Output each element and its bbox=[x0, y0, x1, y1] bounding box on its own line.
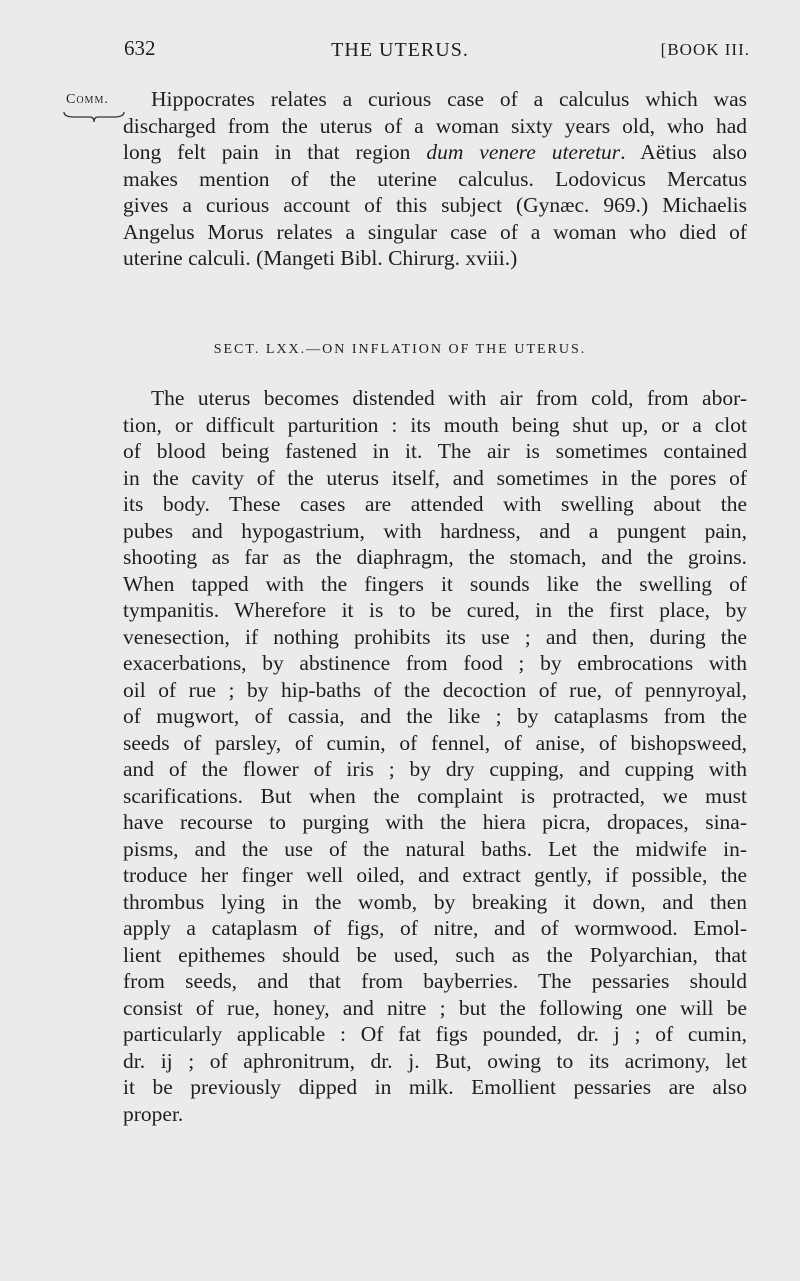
body-paragraph bbox=[123, 385, 747, 1127]
text-line: consist of rue, honey, and nitre ; but the following one will be bbox=[123, 995, 747, 1020]
text-line: exacerbations, by abstinence from food ; by embrocations with bbox=[123, 651, 747, 675]
text-line: seeds of parsley, of cumin, of fennel, of anise, of bishopsweed, bbox=[123, 730, 747, 755]
text-line: and of the flower of iris ; by dry cupping, and cupping with bbox=[123, 757, 747, 781]
section-heading: SECT. LXX.—ON INFLATION OF THE UTERUS. bbox=[213, 342, 587, 357]
book-reference-bracket: [ bbox=[660, 40, 668, 59]
text-line: of mugwort, of cassia, and the like ; by cataplasms from the bbox=[123, 704, 747, 728]
italic-latin-phrase: dum venere uteretur bbox=[426, 140, 621, 164]
marginal-note-commentary: Comm. bbox=[66, 92, 109, 107]
text-line: tion, or difficult parturition : its mouth being shut up, or a clot bbox=[123, 412, 747, 437]
text-line: scarifications. But when the complaint is protracted, we must bbox=[123, 783, 747, 808]
text-line: from seeds, and that from bayberries. The pessaries should bbox=[123, 969, 747, 993]
text-line: its body. These cases are attended with swelling about the bbox=[123, 492, 747, 516]
text-segment: . Aëtius also bbox=[620, 140, 747, 164]
text-line: thrombus lying in the womb, by breaking it down, and then bbox=[123, 889, 747, 914]
text-line: troduce her finger well oiled, and extract gently, if possible, the bbox=[123, 863, 747, 887]
book-reference bbox=[661, 40, 750, 60]
running-title: THE UTERUS. bbox=[331, 39, 469, 61]
text-line: makes mention of the uterine calculus. Lodovicus Mercatus bbox=[123, 166, 747, 191]
text-line: gives a curious account of this subject (Gynæc. 969.) Michaelis bbox=[123, 193, 747, 217]
text-line: Angelus Morus relates a singular case of a woman who died of bbox=[123, 219, 747, 244]
page-number: 632 bbox=[124, 36, 156, 60]
text-line: When tapped with the fingers it sounds like the swelling of bbox=[123, 571, 747, 596]
commentary-paragraph bbox=[123, 86, 747, 272]
text-line: discharged from the uterus of a woman sixty years old, who had bbox=[123, 113, 747, 138]
text-line: proper. bbox=[123, 1101, 184, 1126]
text-line: lient epithemes should be used, such as the Polyarchian, that bbox=[123, 942, 747, 967]
text-line: it be previously dipped in milk. Emollient pessaries are also bbox=[123, 1075, 747, 1099]
text-line: uterine calculi. (Mangeti Bibl. Chirurg. xviii.) bbox=[123, 246, 518, 270]
text-line: shooting as far as the diaphragm, the stomach, and the groins. bbox=[123, 545, 747, 569]
text-line: particularly applicable : Of fat figs pounded, dr. j ; of cumin, bbox=[123, 1022, 747, 1046]
text-line: have recourse to purging with the hiera picra, dropaces, sina- bbox=[123, 810, 747, 834]
text-line-with-italic bbox=[123, 139, 747, 166]
text-line: dr. ij ; of aphronitrum, dr. j. But, owing to its acrimony, let bbox=[123, 1048, 747, 1073]
text-line: tympanitis. Wherefore it is to be cured, in the first place, by bbox=[123, 598, 747, 622]
text-line: venesection, if nothing prohibits its use ; and then, during the bbox=[123, 624, 747, 649]
book-reference-text: BOOK III. bbox=[667, 40, 750, 59]
text-line: apply a cataplasm of figs, of nitre, and of wormwood. Emol- bbox=[123, 916, 747, 940]
text-line: pisms, and the use of the natural baths. Let the midwife in- bbox=[123, 836, 747, 861]
text-line: The uterus becomes distended with air from cold, from abor- bbox=[151, 386, 747, 410]
text-line: pubes and hypogastrium, with hardness, and a pungent pain, bbox=[123, 518, 747, 543]
text-line: oil of rue ; by hip-baths of the decoction of rue, of pennyroyal, bbox=[123, 677, 747, 702]
text-line: Hippocrates relates a curious case of a calculus which was bbox=[151, 87, 747, 111]
text-line: in the cavity of the uterus itself, and sometimes in the pores of bbox=[123, 465, 747, 490]
text-segment: long felt pain in that region bbox=[123, 140, 411, 164]
brace-icon bbox=[62, 109, 126, 123]
page-header bbox=[0, 36, 800, 66]
text-line: of blood being fastened in it. The air is sometimes contained bbox=[123, 439, 747, 463]
